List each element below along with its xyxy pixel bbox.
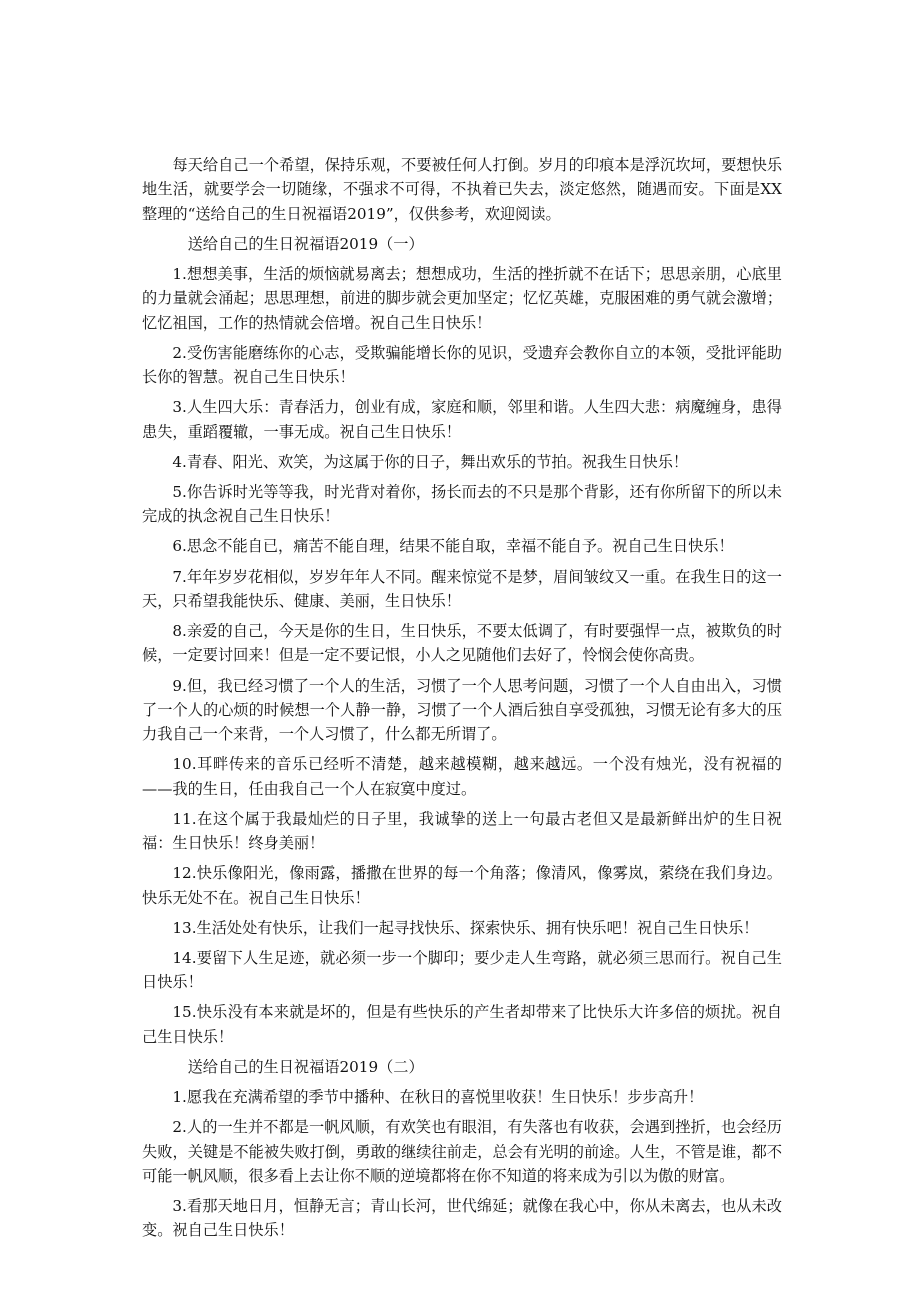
wish-item: 14.要留下人生足迹，就必须一步一个脚印；要少走人生弯路，就必须三思而行。祝自己生日快乐！ [142,948,782,992]
wish-item: 2.人的一生并不都是一帆风顺，有欢笑也有眼泪，有失落也有收获，会遇到挫折，也会经历失败，关键是不能被失败打倒，勇敢的继续往前走，总会有光明的前途。人生，不管是谁，都不可能一帆风顺，很多看上去让你不顺的逆境都将在你不知道的将来成为引以为傲的财富。 [142,1118,782,1185]
wish-item: 12.快乐像阳光，像雨露，播撒在世界的每一个角落；像清风，像雾岚，萦绕在我们身边。快乐无处不在。祝自己生日快乐！ [142,864,782,907]
wish-item: 2.受伤害能磨练你的心志，受欺骗能增长你的见识，受遗弃会教你自立的本领，受批评能助长你的智慧。祝自己生日快乐！ [142,343,782,387]
wish-item: 6.思念不能自已，痛苦不能自理，结果不能自取，幸福不能自予。祝自己生日快乐！ [172,537,734,556]
wish-item: 13.生活处处有快乐，让我们一起寻找快乐、探索快乐、拥有快乐吧！祝自己生日快乐！ [172,918,759,937]
wish-item: 11.在这个属于我最灿烂的日子里，我诚挚的送上一句最古老但又是最新鲜出炉的生日祝福：生日快乐！终身美丽！ [142,809,782,853]
wish-item: 4.青春、阳光、欢笑，为这属于你的日子，舞出欢乐的节拍。祝我生日快乐！ [172,452,689,471]
intro-paragraph: 每天给自己一个希望，保持乐观，不要被任何人打倒。岁月的印痕本是浮沉坎坷，要想快乐地生活，就要学会一切随缘，不强求不可得，不执着已失去，淡定悠然，随遇而安。下面是XX整理的“送给自己的生日祝福语2019”，仅供参考，欢迎阅读。 [142,156,782,223]
wish-item: 1.愿我在充满希望的季节中播种、在秋日的喜悦里收获！生日快乐！步步高升！ [172,1088,704,1107]
document-body [142,153,782,1249]
wish-item: 8.亲爱的自己，今天是你的生日，生日快乐，不要太低调了，有时要强悍一点，被欺负的时候，一定要讨回来！但是一定不要记恨，小人之见随他们去好了，怜悯会使你高贵。 [142,622,782,665]
section-heading-2: 送给自己的生日祝福语2019（二） [187,1057,424,1076]
wish-item: 3.人生四大乐：青春活力，创业有成，家庭和顺，邻里和谐。人生四大悲：病魔缠身，患得患失，重蹈覆辙，一事无成。祝自己生日快乐！ [142,398,782,441]
wish-item: 3.看那天地日月，恒静无言；青山长河，世代绵延；就像在我心中，你从未离去，也从未改变。祝自己生日快乐！ [142,1197,782,1240]
wish-item: 9.但，我已经习惯了一个人的生活，习惯了一个人思考问题，习惯了一个人自由出入，习惯了一个人的心烦的时候想一个人静一静，习惯了一个人酒后独自享受孤独，习惯无论有多大的压力我自己一个来背，一个人习惯了，什么都无所谓了。 [142,676,782,744]
wish-item: 5.你告诉时光等等我，时光背对着你，扬长而去的不只是那个背影，还有你所留下的所以未完成的执念祝自己生日快乐！ [142,482,782,526]
section-heading-1: 送给自己的生日祝福语2019（一） [187,234,424,253]
wish-item: 10.耳畔传来的音乐已经听不清楚，越来越模糊，越来越远。一个没有烛光，没有祝福的——我的生日，任由我自己一个人在寂寞中度过。 [142,755,782,798]
wish-item: 7.年年岁岁花相似，岁岁年年人不同。醒来惊觉不是梦，眉间皱纹又一重。在我生日的这一天，只希望我能快乐、健康、美丽，生日快乐！ [142,567,782,610]
wish-item: 1.想想美事，生活的烦恼就易离去；想想成功，生活的挫折就不在话下；思思亲朋，心底里的力量就会涌起；思思理想，前进的脚步就会更加坚定；忆忆英雄，克服困难的勇气就会激增；忆忆祖国，工作的热情就会倍增。祝自己生日快乐！ [142,264,782,332]
wish-item: 15.快乐没有本来就是坏的，但是有些快乐的产生者却带来了比快乐大许多倍的烦扰。祝自己生日快乐！ [142,1003,782,1046]
